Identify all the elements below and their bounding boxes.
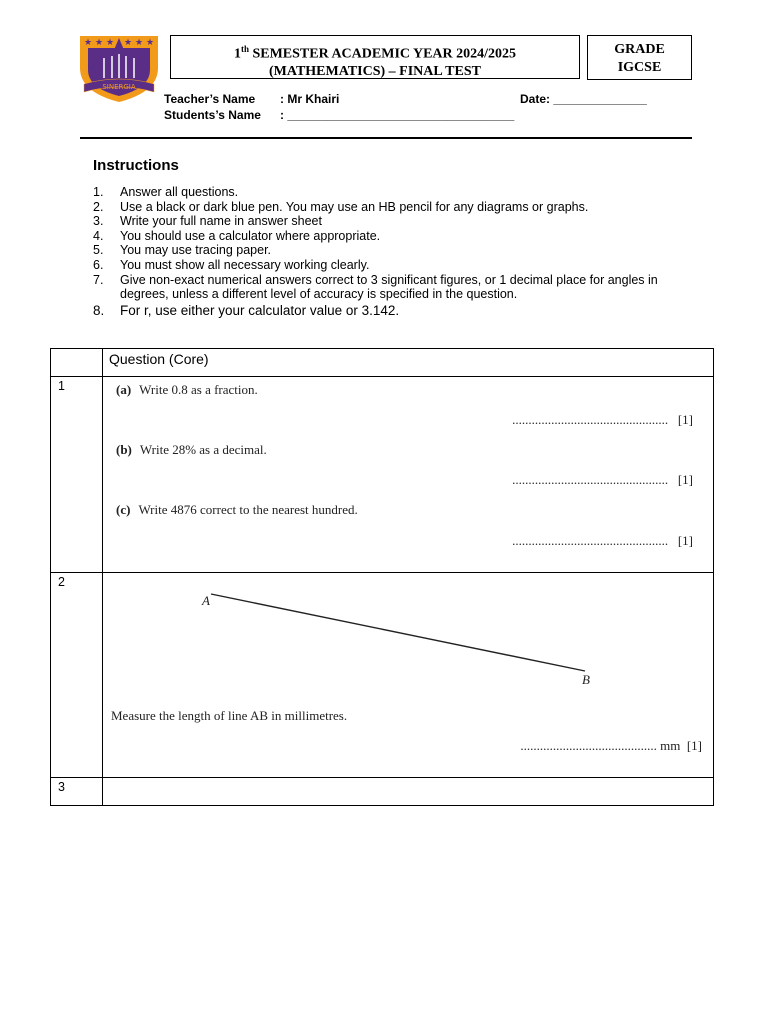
question-number: 3 [51, 778, 103, 806]
point-a-label: A [202, 593, 210, 608]
grade-box [587, 35, 692, 80]
q1a-answer[interactable]: ................................................ [1] [512, 412, 693, 427]
svg-text:★: ★ [106, 38, 115, 48]
instructions-title: Instructions [93, 157, 179, 174]
table-header-blank [51, 349, 103, 377]
svg-text:★: ★ [84, 38, 93, 48]
svg-text:★: ★ [135, 38, 144, 48]
instruction-item: 4. You should use a calculator where appropriate. [93, 228, 381, 243]
title-line1-sup: th [240, 44, 249, 54]
svg-text:★: ★ [146, 38, 155, 48]
line-ab-diagram [103, 573, 721, 693]
title-line1-text: SEMESTER ACADEMIC YEAR 2024/2025 [248, 46, 517, 62]
q1c: (c) Write 4876 correct to the nearest hundred. [116, 502, 358, 517]
grade-label: GRADE [614, 42, 665, 57]
instruction-item: 3. Write your full name in answer sheet [93, 214, 322, 229]
question-3 [103, 778, 714, 806]
logo-text: SINERGIA [102, 83, 136, 91]
instruction-item: 5. You may use tracing paper. [93, 243, 272, 258]
school-logo [78, 34, 160, 104]
q1b: (b) Write 28% as a decimal. [116, 442, 267, 457]
teacher-value: : Mr Khairi [280, 92, 340, 106]
instruction-item: 2. Use a black or dark blue pen. You may use an HB pencil for any diagrams or graphs. [93, 199, 589, 214]
svg-text:★: ★ [95, 38, 104, 48]
q2-text: Measure the length of line AB in millimetres. [111, 708, 348, 723]
q1b-answer[interactable]: ................................................ [1] [512, 472, 693, 487]
student-field[interactable]: : __________________________________ [280, 108, 515, 122]
point-b-label: B [582, 672, 590, 687]
question-number: 1 [51, 377, 103, 573]
svg-text:★: ★ [124, 38, 133, 48]
q2-answer[interactable]: .......................................... mm [1] [520, 738, 702, 753]
date-field[interactable]: Date: ______________ [520, 92, 647, 106]
question-1 [103, 377, 714, 573]
instruction-item: 8. For r, use either your calculator value or 3.142. [93, 302, 400, 318]
q1c-answer[interactable]: ................................................ [1] [512, 533, 693, 548]
test-title [170, 35, 580, 79]
table-header: Question (Core) [103, 349, 714, 377]
instruction-item: 7. Give non-exact numerical answers correct to 3 significant figures, or 1 decimal place for angles in degrees, unless a different level of accuracy is specified in the question. [93, 272, 658, 302]
instructions-list [93, 185, 683, 319]
question-table [50, 348, 714, 806]
teacher-label: Teacher’s Name [164, 92, 256, 106]
title-line2: (MATHEMATICS) – FINAL TEST [269, 63, 481, 79]
student-label: Students’s Name [164, 108, 261, 122]
title-line1-number: 1 [233, 46, 241, 62]
grade-value: IGCSE [617, 60, 662, 75]
instruction-item: 6. You must show all necessary working clearly. [93, 257, 370, 272]
instruction-item: 1. Answer all questions. [93, 185, 239, 199]
question-number: 2 [51, 573, 103, 778]
header-divider [80, 137, 692, 139]
q1a: (a) Write 0.8 as a fraction. [116, 382, 258, 397]
question-2 [103, 573, 714, 778]
